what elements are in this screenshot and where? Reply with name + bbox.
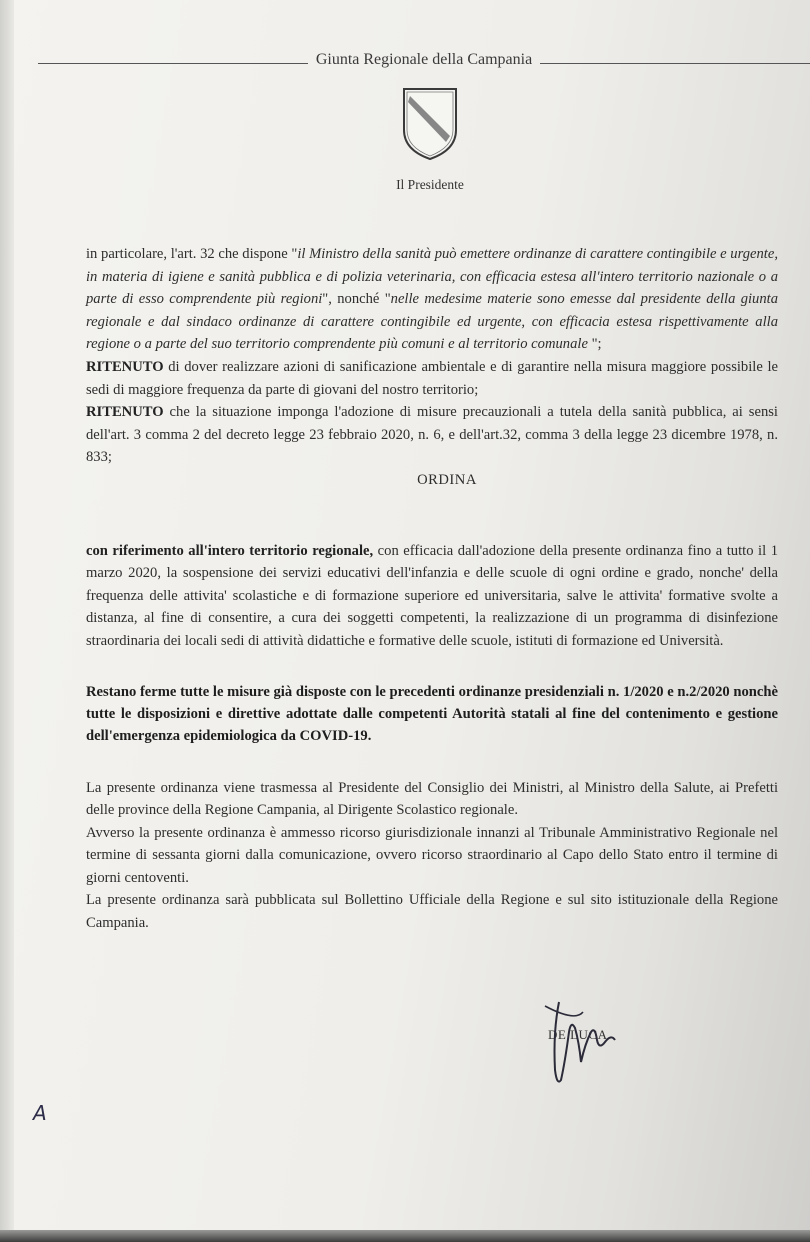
paragraph-existing-measures: Restano ferme tutte le misure già disposte con le precedenti ordinanze presidenziali n. 1/2020 e n.2/2020 nonchè tutte le disposizioni e direttive adottate dalle competenti Autorità statali al fine del contenimento e gestione dell'emergenza epidemiologica da COVID-19.: [86, 683, 778, 744]
page-edge: [0, 0, 14, 1242]
paragraph-ritenuto-2: [86, 401, 778, 469]
header-rule-right: [540, 63, 810, 64]
institution-title: Giunta Regionale della Campania: [315, 51, 533, 68]
signatory-name: DE LUCA: [548, 1027, 608, 1042]
text-span: ", nonché ": [322, 291, 391, 308]
regional-crest-icon: [400, 86, 460, 162]
keyword: RITENUTO: [86, 404, 164, 421]
ordina-heading: ORDINA: [417, 471, 477, 488]
keyword: RITENUTO: [86, 358, 164, 375]
paragraph-publication: La presente ordinanza sarà pubblicata sul Bollettino Ufficiale della Regione e sul sito istituzionale della Regione Campania.: [86, 892, 778, 932]
text-span: in particolare, l'art. 32 che dispone ": [86, 246, 298, 262]
paragraph-order: [86, 540, 778, 653]
ordinance-body: [86, 243, 778, 935]
text-span: con efficacia dall'adozione della presente ordinanza fino a tutto il 1 marzo 2020, la sospensione dei servizi educativi dell'infanzia e delle scuole di ogni ordine e grado, nonche' della frequenza delle attivita' scolastiche e di formazione superiore ed universitaria, salve le attivita' formative svolte a distanza, al fine di consentire, a cura dei soggetti competenti, la realizzazione di un programma di disinfezione straordinaria dei locali sedi di attività didattiche e formative delle scuole, istituti di formazione ed Università.: [86, 542, 778, 649]
text-span: che la situazione imponga l'adozione di misure precauzionali a tutela della sanità pubblica, ai sensi dell'art. 3 comma 2 del decreto legge 23 febbraio 2020, n. 6, e dell'art.32, comma 3 della legge 23 dicembre 1978, n. 833;: [86, 404, 778, 466]
office-subtitle: Il Presidente: [396, 177, 464, 192]
text-span: di dover realizzare azioni di sanificazione ambientale e di garantire nella misura maggiore possibile le sedi di maggiore frequenza da parte di giovani del nostro territorio;: [86, 358, 778, 398]
paragraph-ritenuto-1: [86, 356, 778, 401]
margin-mark: A: [33, 1101, 47, 1125]
paragraph-legal-reference: [86, 243, 778, 356]
handwritten-signature-icon: [535, 992, 645, 1092]
scan-bottom-edge: [0, 1230, 810, 1242]
quoted-text: il Ministro della sanità può emettere ordinanze di carattere contingibile e urgente, in materia di igiene e sanità pubblica e di polizia veterinaria, con efficacia estesa all'intero territorio nazionale o a parte di esso comprendente più regioni: [86, 246, 778, 308]
header-rule-left: [38, 63, 308, 64]
text-span: ";: [587, 336, 602, 353]
keyword: con riferimento all'intero territorio regionale,: [86, 542, 374, 559]
quoted-text: nelle medesime materie sono emesse dal presidente della giunta regionale e dal sindaco ordinanze di carattere contingibile ed urgente, con efficacia estesa rispettivamente alla regione o a parte del suo territorio comprendente più comuni e al territorio comunale: [86, 291, 778, 353]
letterhead: [38, 48, 810, 72]
paragraph-appeal: Avverso la presente ordinanza è ammesso ricorso giurisdizionale innanzi al Tribunale Amministrativo Regionale nel termine di sessanta giorni dalla comunicazione, ovvero ricorso straordinario al Capo dello Stato entro il termine di giorni centoventi.: [86, 824, 778, 886]
paragraph-transmission: La presente ordinanza viene trasmessa al Presidente del Consiglio dei Ministri, al Ministro della Salute, ai Prefetti delle province della Regione Campania, al Dirigente Scolastico regionale.: [86, 779, 778, 819]
